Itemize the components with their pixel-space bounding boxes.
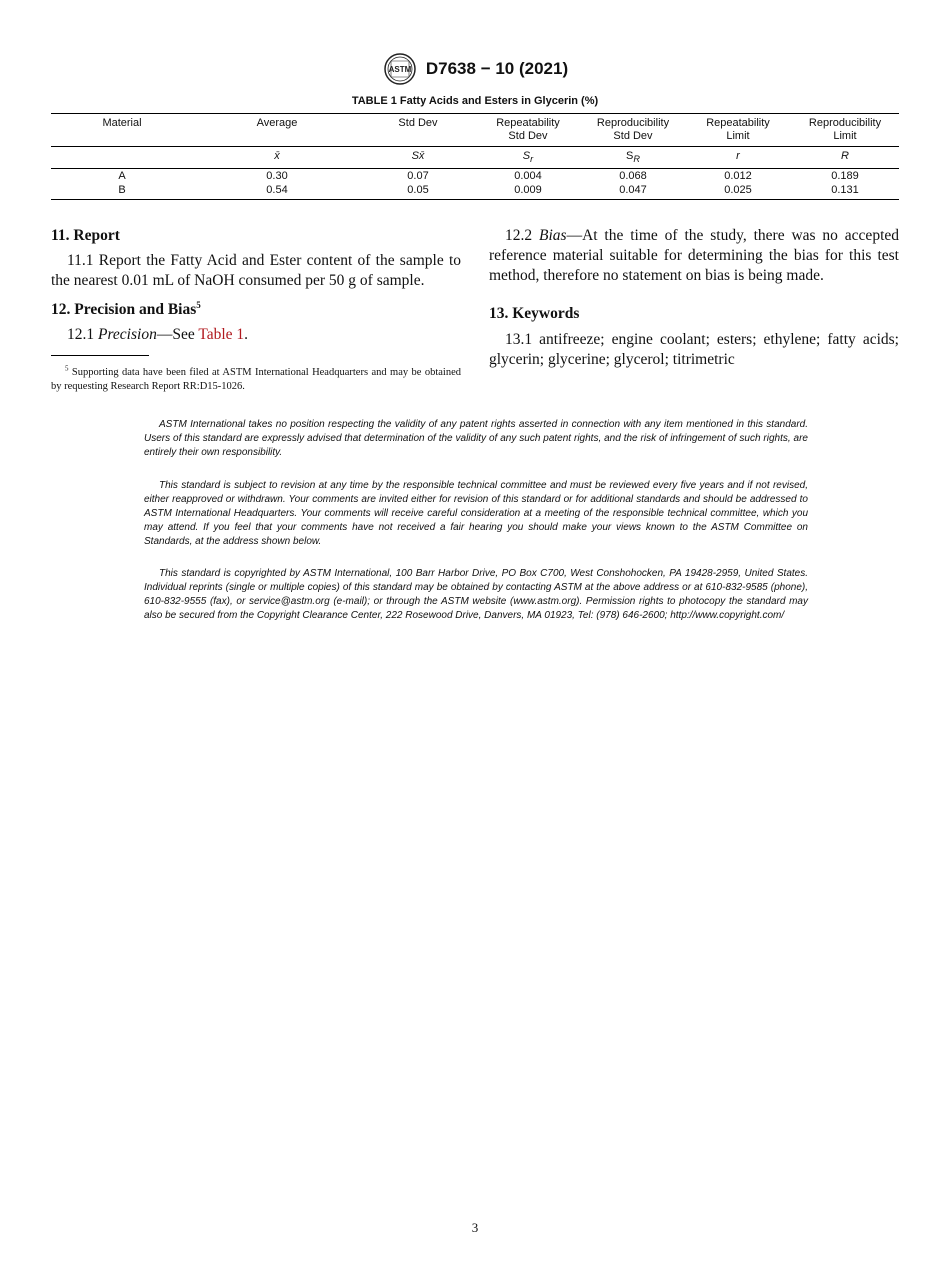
patent-notice: ASTM International takes no position respecting the validity of any patent rights asserted in connection with any item mentioned in this standard. Users of this standard are expressly advised that determination of the validity of any such patent rights, and the risk of infringement of such rights, are entirely their own responsibility. (144, 419, 808, 458)
table-row (51, 169, 899, 184)
left-column (51, 226, 461, 345)
paragraph-13-1: 13.1 antifreeze; engine coolant; esters; ethylene; fatty acids; glycerin; glycerine; glycerol; titrimetric (489, 331, 899, 368)
table-row (51, 183, 899, 198)
table-cell: 0.07 (407, 170, 429, 183)
table-cell: 0.30 (266, 170, 288, 183)
footnote-rule (51, 355, 149, 356)
table-header-row (51, 113, 899, 147)
section-heading-precision: 12. Precision and Bias$^5$ (51, 299, 201, 318)
column-header: Std Dev (398, 117, 438, 129)
table-cell: 0.004 (514, 170, 542, 183)
column-header: Reproducibility Std Dev (596, 117, 670, 142)
symbol-cell: r (685, 147, 791, 169)
table-cell: 0.068 (619, 170, 647, 183)
symbol-cell (51, 147, 193, 169)
table-cell: B (118, 184, 126, 197)
table-cell: 0.131 (831, 184, 859, 197)
table-1-link[interactable]: Table 1 (198, 326, 245, 343)
symbol-cell: $S_R$ (581, 147, 685, 169)
symbol-cell: R (791, 147, 899, 169)
table-symbol-row (51, 147, 899, 169)
table-cell: 0.009 (514, 184, 542, 197)
table-cell: 0.54 (266, 184, 288, 197)
table-cell: A (118, 170, 126, 183)
column-header: Average (256, 117, 298, 129)
page-header (0, 52, 950, 86)
copyright-notice: This standard is copyrighted by ASTM International, 100 Barr Harbor Drive, PO Box C700, West Conshohocken, PA 19428-2959, United States. Individual reprints (single or multiple copies) of this standard may be obtained by contacting ASTM at the above address or at 610-832-9585 (phone), 610-832-9555 (fax), or service@astm.org (e-mail); or through the ASTM website (www.astm.org). Permission rights to photocopy the standard may also be secured from the Copyright Clearance Center, 222 Rosewood Drive, Danvers, MA 01923, Tel: (978) 646-2600; http://www.copyright.com/ (144, 568, 808, 621)
table-title: TABLE 1 Fatty Acids and Esters in Glycerin (%) (351, 95, 599, 107)
right-column (489, 226, 899, 370)
symbol-cell: Sx̄ (361, 147, 475, 169)
symbol-cell: x̄ (193, 147, 361, 169)
column-header: Repeatability Std Dev (496, 117, 560, 142)
standard-designation: D7638 − 10 (2021) (425, 59, 569, 78)
footnote-5: $^5$ Supporting data have been filed at ASTM International Headquarters and may be obtained by requesting Research Report RR:D15-1026. (51, 364, 461, 392)
table-bottom-rule (51, 199, 899, 200)
section-heading-report: 11. Report (51, 227, 120, 244)
column-header: Repeatability Limit (706, 117, 770, 142)
symbol-cell: $S_r$ (475, 147, 581, 169)
table-cell: 0.012 (724, 170, 752, 183)
table-cell: 0.025 (724, 184, 752, 197)
svg-text:ASTM: ASTM (388, 65, 412, 74)
astm-logo-icon (382, 52, 418, 86)
table-cell: 0.05 (407, 184, 429, 197)
revision-notice: This standard is subject to revision at any time by the responsible technical committee and must be reviewed every five years and if not revised, either reapproved or withdrawn. Your comments are invited either for revision of this standard or for additional standards and should be addressed to ASTM International Headquarters. Your comments will receive careful consideration at a meeting of the responsible technical committee, which you may attend. If you feel that your comments have not received a fair hearing you should make your views known to the ASTM Committee on Standards, at the address shown below. (144, 480, 808, 547)
paragraph-12-1: 12.1 Precision—See Table 1. (67, 326, 249, 343)
paragraph-11-1: 11.1 Report the Fatty Acid and Ester content of the sample to the nearest 0.01 mL of NaOH consumed per 50 g of sample. (51, 252, 461, 289)
table-cell: 0.047 (619, 184, 647, 197)
precision-table (51, 113, 899, 198)
paragraph-12-2: 12.2 Bias—At the time of the study, there was no accepted reference material suitable for determining the bias for this test method, therefore no statement on bias is being made. (489, 227, 899, 284)
section-heading-keywords: 13. Keywords (489, 305, 580, 322)
column-header: Reproducibility Limit (808, 117, 882, 142)
table-cell: 0.189 (831, 170, 859, 183)
page-number: 3 (471, 1220, 479, 1235)
column-header: Material (102, 117, 142, 129)
